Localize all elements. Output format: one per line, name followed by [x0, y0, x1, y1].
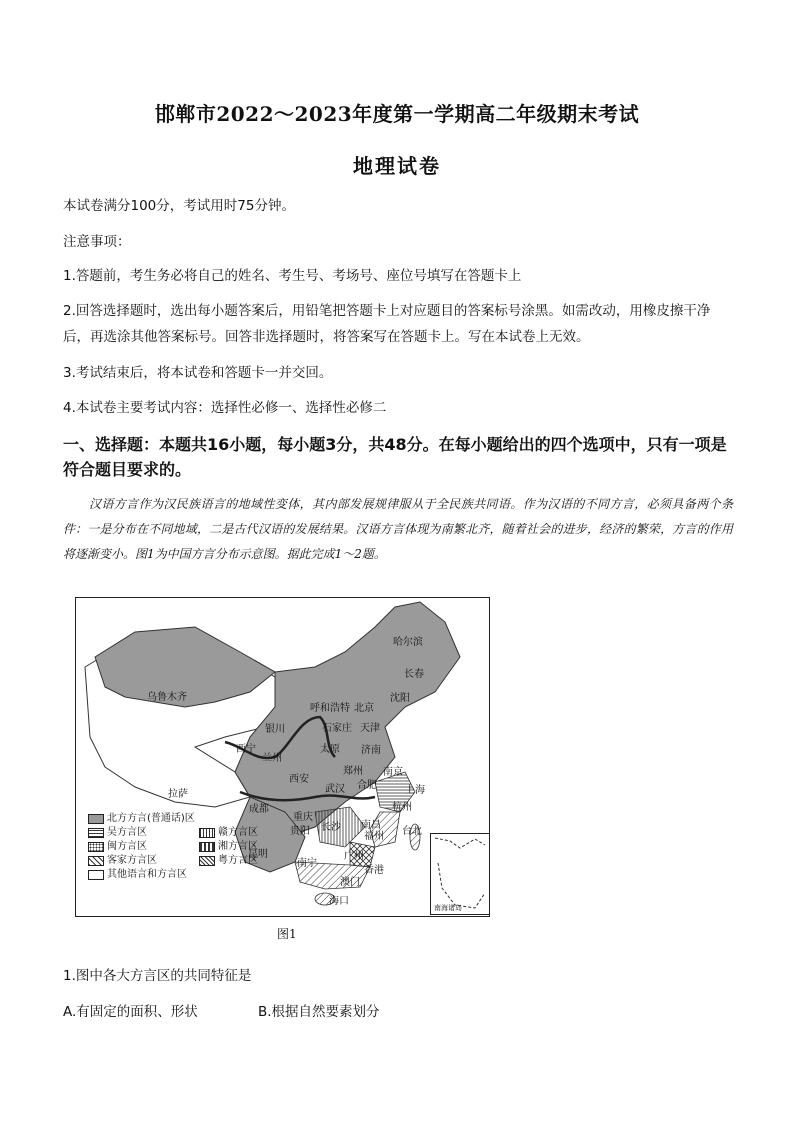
city-label: 长沙	[321, 822, 341, 833]
city-label: 昆明	[248, 849, 268, 860]
legend-label: 其他语言和方言区	[107, 869, 187, 880]
legend-swatch	[199, 828, 215, 838]
legend-label: 粤方言区	[218, 855, 258, 866]
legend-label: 赣方言区	[218, 827, 258, 838]
city-label: 银川	[265, 724, 285, 735]
legend-item	[88, 840, 187, 854]
city-label: 广州	[344, 851, 364, 862]
city-label: 南宁	[297, 858, 317, 869]
city-label: 呼和浩特	[310, 703, 350, 714]
legend-label: 闽方言区	[107, 841, 147, 852]
notice-item-3: 3.考试结束后，将本试卷和答题卡一并交回。	[63, 365, 333, 381]
legend-swatch	[88, 814, 104, 824]
city-label: 兰州	[262, 753, 282, 764]
city-label: 郑州	[343, 766, 363, 777]
city-label: 石家庄	[322, 723, 352, 734]
city-label: 济南	[361, 745, 381, 756]
city-label: 西宁	[236, 744, 256, 755]
notice-title: 注意事项：	[63, 234, 131, 250]
city-label: 福州	[364, 831, 384, 842]
legend-swatch	[88, 828, 104, 838]
city-label: 太原	[320, 744, 340, 755]
city-label: 澳门	[340, 877, 360, 888]
legend-item	[199, 826, 258, 840]
legend-label: 客家方言区	[107, 855, 157, 866]
legend-swatch	[88, 856, 104, 866]
city-label: 南昌	[361, 820, 381, 831]
legend-swatch	[88, 842, 104, 852]
city-label: 合肥	[357, 780, 377, 791]
notice-item-2a: 2.回答选择题时，选出每小题答案后，用铅笔把答题卡上对应题目的答案标号涂黑。如需改动，用橡皮擦干净	[63, 303, 711, 319]
legend-label: 吴方言区	[107, 827, 147, 838]
city-label: 乌鲁木齐	[147, 692, 187, 703]
option-a: A.有固定的面积、形状	[63, 1004, 198, 1020]
exam-title: 邯郸市2022～2023年度第一学期高二年级期末考试	[154, 102, 640, 126]
legend-item	[88, 854, 187, 868]
city-label: 天津	[360, 723, 380, 734]
notice-item-1: 1.答题前，考生务必将自己的姓名、考生号、考场号、座位号填写在答题卡上	[63, 268, 522, 284]
city-label: 海口	[329, 896, 349, 907]
legend-swatch	[199, 842, 215, 852]
city-label: 成都	[249, 804, 269, 815]
figure-caption: 图1	[277, 927, 297, 941]
legend-item	[88, 812, 258, 826]
legend-item	[199, 840, 258, 854]
city-label: 西安	[289, 774, 309, 785]
legend-item	[88, 868, 187, 882]
city-label: 北京	[354, 703, 374, 714]
option-b: B.根据自然要素划分	[258, 1004, 380, 1020]
legend-swatch	[88, 870, 104, 880]
city-label: 沈阳	[390, 693, 410, 704]
city-label: 武汉	[325, 784, 345, 795]
notice-item-4: 4.本试卷主要考试内容：选择性必修一、选择性必修二	[63, 400, 387, 416]
legend-item	[199, 854, 258, 868]
score-line: 本试卷满分100分，考试用时75分钟。	[63, 198, 295, 214]
exam-subtitle: 地理试卷	[353, 154, 441, 178]
legend-item	[88, 826, 187, 840]
reading-passage: 汉语方言作为汉民族语言的地域性变体，其内部发展规律服从于全民族共同语。作为汉语的不同方言，必须具备两个条件：一是分布在不同地域，二是古代汉语的发展结果。汉语方言体现为南繁北齐，随着社会的进步，经济的繁荣，方言的作用将逐渐变小。图1为中国方言分布示意图。据此完成1～2题。	[63, 497, 733, 561]
city-label: 台北	[402, 826, 422, 837]
city-label: 长春	[404, 669, 424, 680]
city-label: 上海	[405, 785, 425, 796]
city-label: 南京	[383, 767, 403, 778]
city-label: 哈尔滨	[393, 637, 423, 648]
city-label: 拉萨	[168, 789, 188, 800]
city-label: 杭州	[392, 802, 412, 813]
map-legend	[88, 812, 258, 882]
city-label: 贵阳	[290, 826, 310, 837]
section-heading: 一、选择题：本题共16小题，每小题3分，共48分。在每小题给出的四个选项中，只有一项是符合题目要求的。	[63, 435, 727, 479]
legend-swatch	[199, 856, 215, 866]
notice-item-2b: 后，再选涂其他答案标号。回答非选择题时，将答案写在答题卡上。写在本试卷上无效。	[63, 329, 590, 345]
city-label: 香港	[364, 865, 384, 876]
inset-label: 南海诸岛	[434, 904, 462, 912]
legend-label: 北方方言(普通话)区	[107, 813, 195, 824]
question-stem: 1.图中各大方言区的共同特征是	[63, 968, 252, 984]
legend-label: 湘方言区	[218, 841, 258, 852]
city-label: 重庆	[293, 812, 313, 823]
